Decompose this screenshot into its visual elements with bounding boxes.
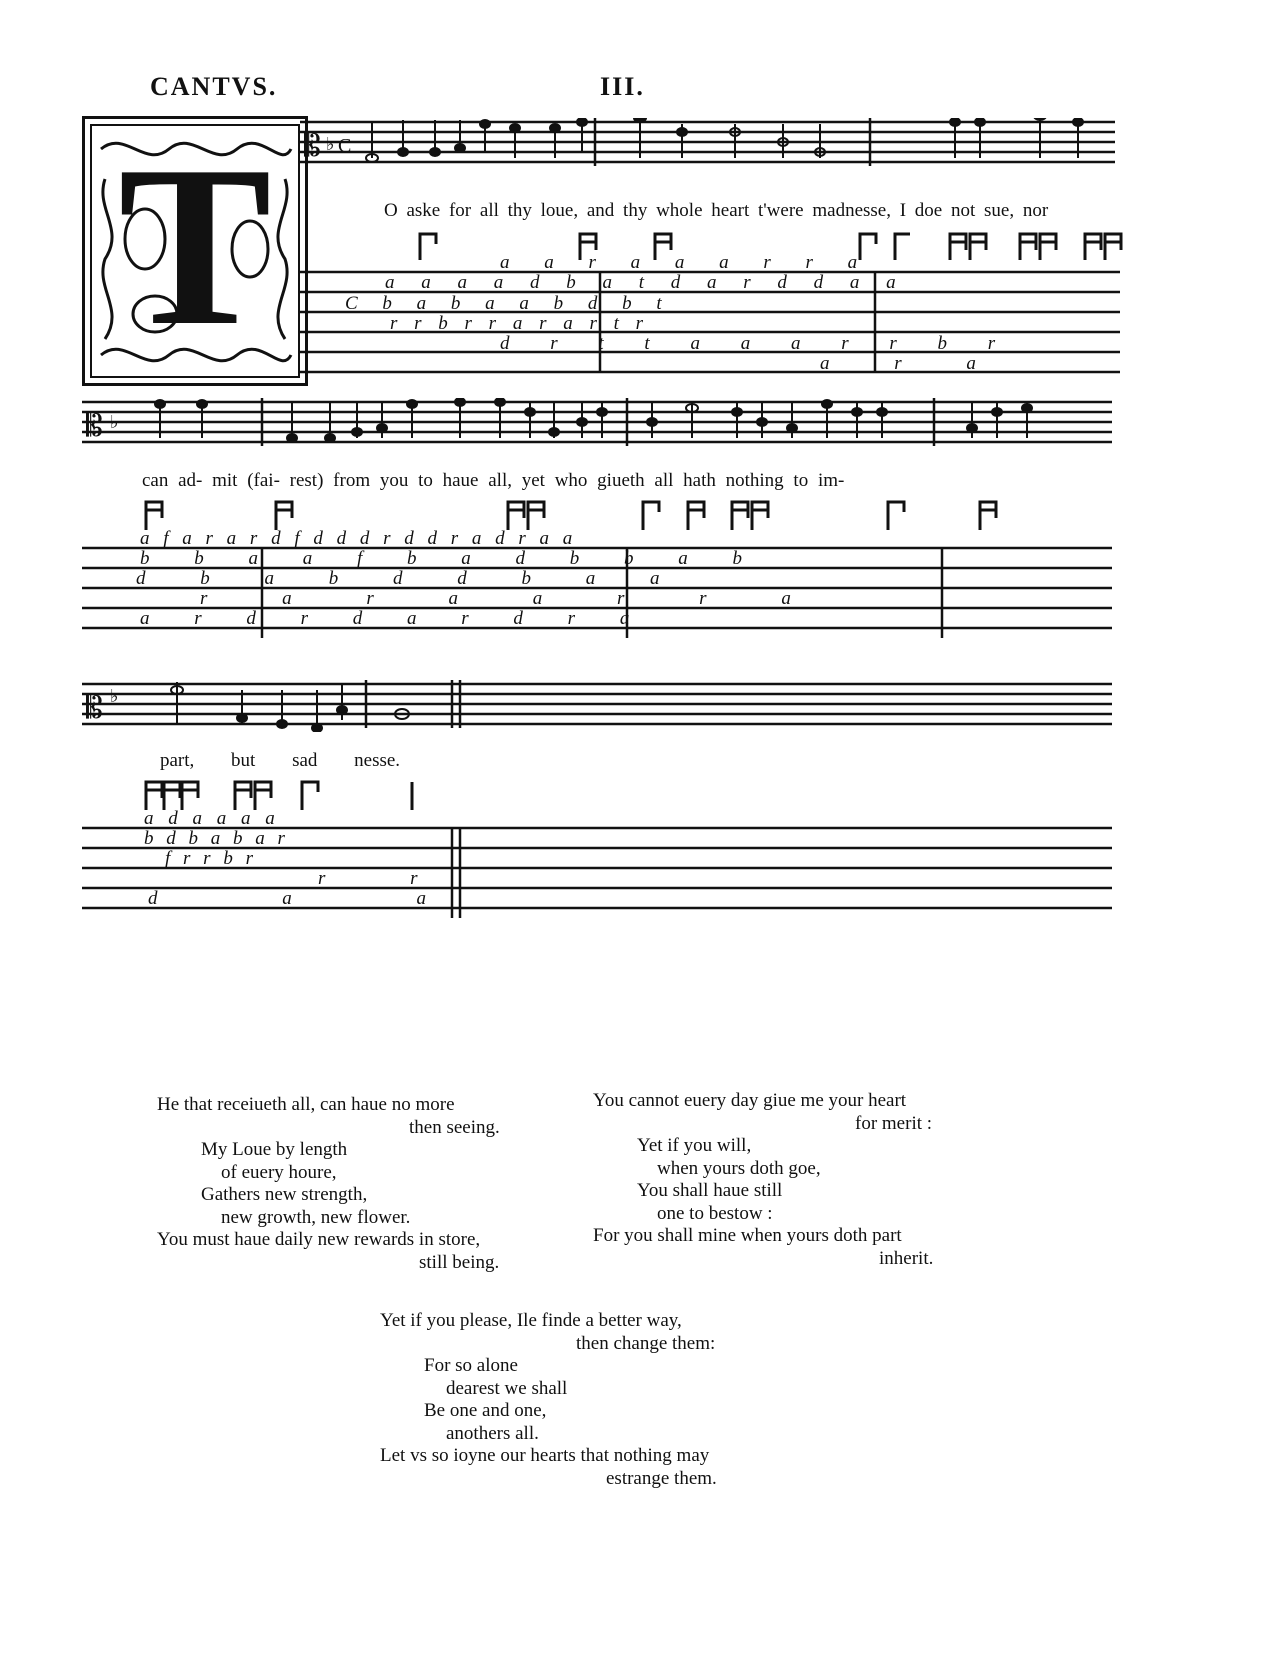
verse-line: estrange them.	[606, 1467, 717, 1489]
verse-2	[593, 1090, 934, 1270]
verse-line: You cannot euery day giue me your heart	[593, 1090, 907, 1111]
svg-text:𝄡: 𝄡	[86, 409, 103, 444]
decorated-initial	[82, 116, 308, 386]
verse-line: He that receiueth all, can haue no more	[157, 1094, 455, 1115]
tab-row: b d b a b a r	[144, 828, 285, 849]
svg-text:♭: ♭	[110, 686, 119, 707]
lyrics-system-2: can ad- mit (fai- rest) from you to haue all, yet who giueth all hath nothing to im-	[142, 470, 845, 491]
verse-line: one to bestow :	[657, 1202, 773, 1224]
verse-line: You must haue daily new rewards in store,	[157, 1229, 481, 1250]
verse-line: for merit :	[855, 1112, 933, 1134]
verse-line: then seeing.	[409, 1116, 500, 1138]
verse-line: Let vs so ioyne our hearts that nothing may	[380, 1445, 710, 1466]
verse-line: Yet if you will,	[637, 1135, 752, 1156]
svg-text:𝄡: 𝄡	[304, 129, 321, 164]
verse-line: when yours doth goe,	[657, 1157, 821, 1179]
verse-line: For you shall mine when yours doth part	[593, 1225, 902, 1246]
tab-row: C b a b a a b d b t	[345, 293, 662, 314]
tab-row: d b a b d d b a a	[136, 568, 660, 589]
tab-row: b b a a f b a d b b a b	[140, 548, 743, 569]
tab-row: a a a a d b a t d a r d d a a	[385, 272, 896, 293]
tab-row: a r a	[820, 353, 976, 374]
verse-line: dearest we shall	[446, 1377, 568, 1399]
verse-line: Gathers new strength,	[201, 1184, 368, 1205]
tab-row: r r	[318, 868, 418, 889]
verse-line: inherit.	[879, 1247, 934, 1269]
tab-row: d r t t a a a r r b r	[500, 333, 996, 354]
verse-line: anothers all.	[446, 1422, 539, 1444]
tab-row: r a r a a r r a	[200, 588, 791, 609]
tab-row: a r d r d a r d r a	[140, 608, 630, 629]
tab-row: a d a a a a	[144, 808, 275, 829]
part-name: CANTVS.	[150, 72, 278, 101]
svg-text:𝄡: 𝄡	[86, 691, 103, 726]
tab-row: r r b r r a r a r t r	[390, 313, 644, 334]
verse-line: My Loue by length	[201, 1139, 348, 1160]
lyrics-system-3: part, but sad nesse.	[160, 750, 401, 771]
staff-2	[82, 398, 1112, 450]
lyrics-system-1: O aske for all thy loue, and thy whole heart t'were madnesse, I doe not sue, nor	[384, 200, 1049, 221]
verse-line: still being.	[419, 1251, 500, 1273]
staff-1	[300, 118, 1115, 170]
svg-text:♭: ♭	[110, 412, 119, 433]
verse-line: You shall haue still	[637, 1180, 783, 1201]
verse-line: For so alone	[424, 1355, 518, 1376]
initial-letter: T	[118, 117, 272, 373]
song-number: III.	[600, 72, 645, 101]
verse-1	[157, 1094, 500, 1274]
tab-row: d a a	[148, 888, 426, 909]
verse-line: then change them:	[576, 1332, 716, 1354]
tab-row: a f a r a r d f d d d r d d r a d r a a	[140, 528, 573, 549]
svg-text:♭: ♭	[326, 134, 335, 155]
verse-line: new growth, new flower.	[221, 1206, 411, 1228]
verse-line: of euery houre,	[221, 1161, 337, 1183]
tab-row: f r r b r	[165, 848, 253, 869]
verse-3	[380, 1310, 717, 1490]
verse-line: Yet if you please, Ile finde a better way,	[380, 1310, 682, 1331]
svg-text:C: C	[338, 135, 352, 157]
tab-row: a a r a a a r r a	[500, 252, 858, 273]
staff-3	[82, 680, 1112, 732]
verse-line: Be one and one,	[424, 1400, 547, 1421]
